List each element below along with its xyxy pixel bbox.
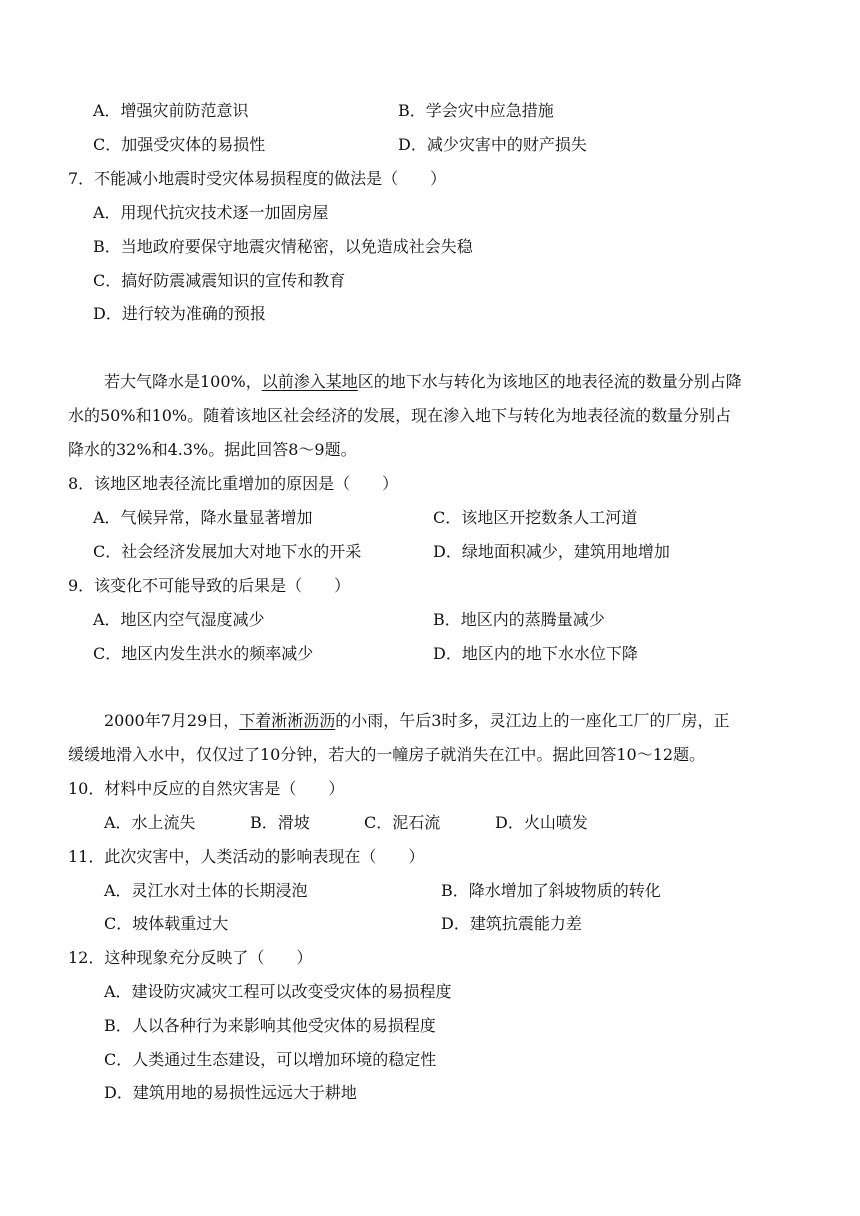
q6-option-d: D．减少灾害中的财产损失 <box>398 135 587 154</box>
q10-option-a: A．水上流失 <box>104 813 196 832</box>
q9-option-c: C．地区内发生洪水的频率减少 <box>93 644 314 663</box>
passage2-underlined-text: 下着淅淅沥沥 <box>239 711 336 730</box>
q10-stem: 10．材料中反应的自然灾害是（ ） <box>68 779 345 798</box>
q8-option-d: D．绿地面积减少，建筑用地增加 <box>433 542 670 561</box>
q12-option-a: A．建设防灾减灾工程可以改变受灾体的易损程度 <box>104 982 452 1001</box>
q11-stem: 11．此次灾害中，人类活动的影响表现在（ ） <box>68 847 425 866</box>
q7-option-d: D．进行较为准确的预报 <box>93 304 266 323</box>
q6-option-b: B．学会灾中应急措施 <box>398 101 554 120</box>
passage1-underlined-text: 以前渗入某地 <box>261 372 358 391</box>
q11-option-a: A．灵江水对土体的长期浸泡 <box>104 881 308 900</box>
q6-option-a: A．增强灾前防范意识 <box>93 101 249 120</box>
q8-stem: 8．该地区地表径流比重增加的原因是（ ） <box>68 474 399 493</box>
q7-option-a: A．用现代抗灾技术逐一加固房屋 <box>93 203 329 222</box>
q10-option-b: B．滑坡 <box>250 813 310 832</box>
q8-option-c2: C．社会经济发展加大对地下水的开采 <box>93 542 362 561</box>
q9-option-b: B．地区内的蒸腾量减少 <box>433 610 605 629</box>
q11-option-d: D．建筑抗震能力差 <box>441 914 582 933</box>
q10-option-d: D．火山喷发 <box>495 813 588 832</box>
q7-option-c: C．搞好防震减震知识的宣传和教育 <box>93 271 346 290</box>
q6-option-c: C．加强受灾体的易损性 <box>93 135 266 154</box>
passage2-text: 2000年7月29日， <box>104 711 240 730</box>
q9-option-a: A．地区内空气湿度减少 <box>93 610 265 629</box>
q11-option-b: B．降水增加了斜坡物质的转化 <box>441 881 661 900</box>
q12-stem: 12．这种现象充分反映了（ ） <box>68 948 313 967</box>
passage2-line2: 缓缓地滑入水中，仅仅过了10分钟，若大的一幢房子就消失在江中。据此回答10～12题。 <box>68 745 706 764</box>
passage2-line1 <box>104 710 729 732</box>
q9-stem: 9．该变化不可能导致的后果是（ ） <box>68 576 351 595</box>
passage1-line1 <box>104 371 742 393</box>
passage1-line3: 降水的32%和4.3%。据此回答8～9题。 <box>68 440 357 459</box>
q8-option-c1: C．该地区开挖数条人工河道 <box>433 508 638 527</box>
q8-option-a: A．气候异常，降水量显著增加 <box>93 508 313 527</box>
q7-stem: 7．不能减小地震时受灾体易损程度的做法是（ ） <box>68 169 447 188</box>
q12-option-b: B．人以各种行为来影响其他受灾体的易损程度 <box>104 1016 436 1035</box>
q10-option-c: C．泥石流 <box>364 813 441 832</box>
q7-option-b: B．当地政府要保守地震灾情秘密，以免造成社会失稳 <box>93 237 473 256</box>
q11-option-c: C．坡体载重过大 <box>104 914 229 933</box>
q12-option-c: C．人类通过生态建设，可以增加环境的稳定性 <box>104 1050 437 1069</box>
passage1-line2: 水的50%和10%。随着该地区社会经济的发展，现在渗入地下与转化为地表径流的数量分别占 <box>68 406 732 425</box>
passage2-text: 的小雨，午后3时多，灵江边上的一座化工厂的厂房，正 <box>335 711 730 730</box>
passage1-text: 区的地下水与转化为该地区的地表径流的数量分别占降 <box>357 372 742 391</box>
passage1-text: 若大气降水是100%， <box>104 372 262 391</box>
q12-option-d: D．建筑用地的易损性远远大于耕地 <box>104 1083 357 1102</box>
q9-option-d: D．地区内的地下水水位下降 <box>433 644 638 663</box>
